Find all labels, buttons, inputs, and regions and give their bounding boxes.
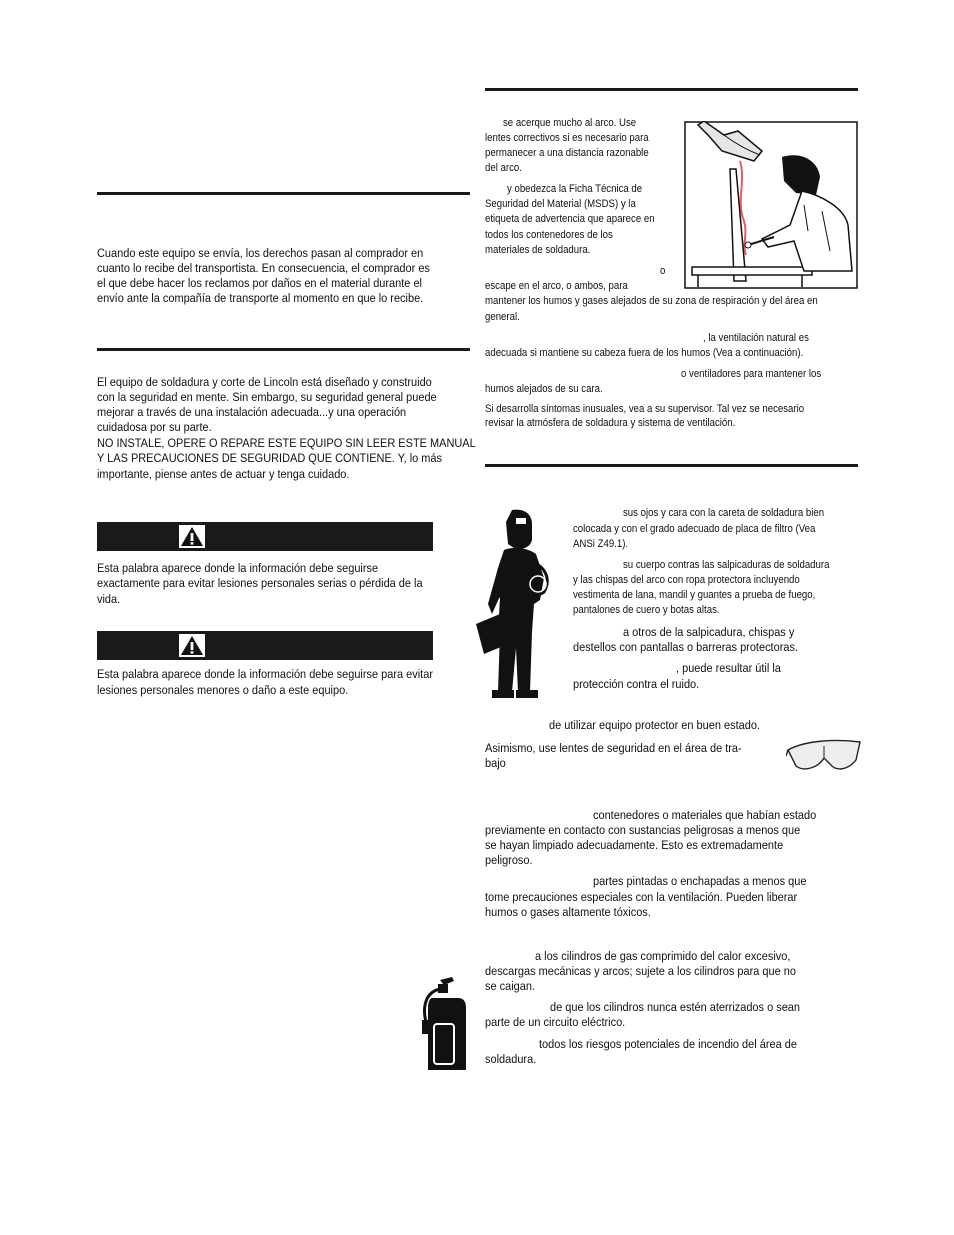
protect-noise-1: , puede resultar útil la <box>676 661 781 675</box>
warning-line-2: exactamente para evitar lesiones personales serias o pérdida de la <box>97 576 423 590</box>
safety-line-4: cuidadosa por su parte. <box>97 420 212 434</box>
protect-others-1: a otros de la salpicadura, chispas y <box>623 625 795 639</box>
section-rule-safety <box>97 348 470 351</box>
fumes-msds-4: todos los contenedores de los <box>485 229 613 241</box>
shipping-line-1: Cuando este equipo se envía, los derechos pasan al comprador en <box>97 246 424 260</box>
fumes-natural-2: adecuada si mantiene su cabeza fuera de los humos (Vea a continuación). <box>485 347 804 359</box>
fire-cyl-ground-1: de que los cilindros nunca estén aterrizados o sean <box>550 1000 801 1014</box>
protective-gear-welder-illustration <box>474 508 562 702</box>
safety-line-1: El equipo de soldadura y corte de Lincoln está diseñado y construido <box>97 375 432 389</box>
fumes-intro-3: permanecer a una distancia razonable <box>485 147 649 159</box>
protect-body-4: pantalones de cuero y botas altas. <box>573 604 720 616</box>
protect-eyes-2: colocada y con el grado adecuado de placa de filtro (Vea <box>573 523 816 535</box>
protect-glasses-1: Asimismo, use lentes de seguridad en el área de tra- <box>485 741 742 755</box>
protect-body-3: vestimenta de lana, mandil y guantes a prueba de fuego, <box>573 589 816 601</box>
fire-containers-1: contenedores o materiales que habían estado <box>593 808 817 822</box>
safety-line-3: mejorar a través de una instalación adecuada...y una operación <box>97 405 407 419</box>
fumes-intro-4: del arco. <box>485 162 522 174</box>
safety-line-2: con la seguridad en mente. Sin embargo, su seguridad general puede <box>97 390 437 404</box>
section-rule-fumes <box>485 88 858 91</box>
fumes-symptoms-2: revisar la atmósfera de soldadura y sistema de ventilación. <box>485 417 736 429</box>
fire-risks-2: soldadura. <box>485 1052 537 1066</box>
fire-containers-3: se hayan limpiado adecuadamente. Esto es extremadamente <box>485 838 784 852</box>
fire-cyl-heat-1: a los cilindros de gas comprimido del calor excesivo, <box>535 949 791 963</box>
fume-exhaust-illustration <box>684 121 858 289</box>
fumes-msds-1: y obedezca la Ficha Técnica de <box>507 183 643 195</box>
fire-cyl-ground-2: parte de un circuito eléctrico. <box>485 1015 626 1029</box>
fire-painted-3: humos o gases altamente tóxicos. <box>485 905 651 919</box>
shipping-line-4: envío ante la compañía de transporte al momento en que lo recibe. <box>97 291 424 305</box>
fire-cyl-heat-2: descargas mecánicas y arcos; sujete a los cilindros para que no <box>485 964 796 978</box>
caution-line-2: lesiones personales menores o daño a este equipo. <box>97 683 349 697</box>
shipping-line-2: cuanto lo recibe del transportista. En consecuencia, el comprador es <box>97 261 430 275</box>
fumes-symptoms-1: Si desarrolla síntomas inusuales, vea a su supervisor. Tal vez se necesario <box>485 403 805 415</box>
fire-containers-4: peligroso. <box>485 853 533 867</box>
fumes-exhaust-2: mantener los humos y gases alejados de su zona de respiración y del área en <box>485 295 818 307</box>
fumes-msds-2: Seguridad del Material (MSDS) y la <box>485 198 636 210</box>
caution-triangle-icon <box>179 634 205 657</box>
fire-extinguisher-icon <box>418 976 470 1072</box>
safety-line-6: Y LAS PRECAUCIONES DE SEGURIDAD QUE CONTIENE. Y, lo más <box>97 451 442 465</box>
protect-body-1: su cuerpo contras las salpicaduras de soldadura <box>623 559 830 571</box>
warning-triangle-icon <box>179 525 205 548</box>
fumes-exhaust-o: o <box>660 265 666 277</box>
fire-risks-1: todos los riesgos potenciales de incendio del área de <box>539 1037 797 1051</box>
fumes-exhaust-3: general. <box>485 311 520 323</box>
fumes-exhaust-1: escape en el arco, o ambos, para <box>485 280 628 292</box>
protect-body-2: y las chispas del arco con ropa protectora incluyendo <box>573 574 800 586</box>
shipping-line-3: el que debe hacer los reclamos por daños en el material durante el <box>97 276 422 290</box>
section-rule-protection <box>485 464 858 467</box>
safety-line-5: NO INSTALE, OPERE O REPARE ESTE EQUIPO SIN LEER ESTE MANUAL <box>97 436 476 450</box>
fumes-fans-2: humos alejados de su cara. <box>485 383 603 395</box>
fire-containers-2: previamente en contacto con sustancias peligrosas a menos que <box>485 823 801 837</box>
protect-eyes-1: sus ojos y cara con la careta de soldadura bien <box>623 507 825 519</box>
fumes-intro-1: se acerque mucho al arco. Use <box>503 117 637 129</box>
fumes-msds-5: materiales de soldadura. <box>485 244 591 256</box>
section-rule-shipping <box>97 192 470 195</box>
fire-painted-2: tome precauciones especiales con la ventilación. Pueden liberar <box>485 890 798 904</box>
protect-noise-2: protección contra el ruido. <box>573 677 700 691</box>
fumes-intro-2: lentes correctivos si es necesario para <box>485 132 649 144</box>
protect-eyes-3: ANSi Z49.1). <box>573 538 629 550</box>
caution-banner <box>97 631 433 660</box>
fumes-msds-3: etiqueta de advertencia que aparece en <box>485 213 655 225</box>
fumes-fans-1: o ventiladores para mantener los <box>681 368 822 380</box>
protect-others-2: destellos con pantallas o barreras protectoras. <box>573 640 798 654</box>
safety-glasses-icon <box>786 736 862 776</box>
protect-glasses-2: bajo <box>485 756 506 770</box>
fire-cyl-heat-3: se caigan. <box>485 979 536 993</box>
warning-line-3: vida. <box>97 592 121 606</box>
warning-banner <box>97 522 433 551</box>
caution-line-1: Esta palabra aparece donde la información debe seguirse para evitar <box>97 667 433 681</box>
fire-painted-1: partes pintadas o enchapadas a menos que <box>593 874 807 888</box>
safety-line-7: importante, piense antes de actuar y tenga cuidado. <box>97 467 350 481</box>
protect-equipment: de utilizar equipo protector en buen estado. <box>549 718 760 732</box>
fumes-natural-1: , la ventilación natural es <box>703 332 809 344</box>
warning-line-1: Esta palabra aparece donde la información debe seguirse <box>97 561 379 575</box>
